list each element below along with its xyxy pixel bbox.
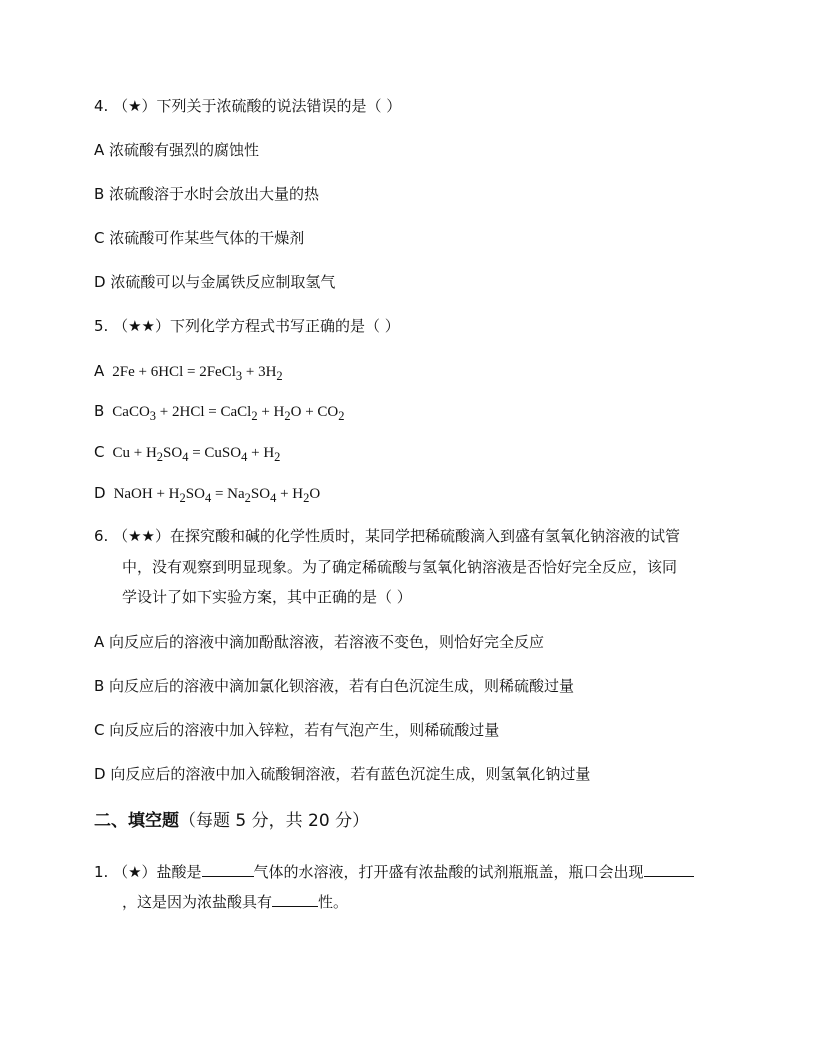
section-2-note: （每题 5 分，共 20 分） — [179, 811, 370, 831]
fill1-blank-1 — [202, 860, 254, 877]
q5-option-b-equation: CaCO$_3$ + 2HCl = CaCl$_2$ + $H_2O + CO_2$ — [112, 404, 345, 423]
q4-option-a: A 浓硫酸有强烈的腐蚀性 — [94, 141, 260, 159]
fill1-blank-2 — [644, 860, 694, 877]
section-2-title: 二、填空题 — [94, 811, 179, 831]
fill1-part3: ，这是因为浓盐酸具有 — [122, 893, 273, 911]
q5-option-a — [94, 360, 283, 387]
q6-option-a: A 向反应后的溶液中滴加酚酞溶液，若溶液不变色，则恰好完全反应 — [94, 633, 545, 651]
q6-option-b: B 向反应后的溶液中滴加氯化钡溶液，若有白色沉淀生成，则稀硫酸过量 — [94, 677, 575, 695]
q5-option-c-label: C — [94, 443, 105, 461]
q4-option-b: B 浓硫酸溶于水时会放出大量的热 — [94, 185, 320, 203]
q5-option-b — [94, 400, 345, 427]
fill1-part2: 气体的水溶液，打开盛有浓盐酸的试剂瓶瓶盖，瓶口会出现 — [253, 863, 644, 881]
q5-option-b-label: B — [94, 402, 105, 420]
fill1-line-1 — [94, 860, 694, 883]
q4-option-c: C 浓硫酸可作某些气体的干燥剂 — [94, 229, 305, 247]
q5-option-c — [94, 441, 280, 468]
q5-option-d-equation: NaOH + $H_2SO_4 = Na_2SO_4 + H_2O$ — [113, 486, 321, 505]
fill1-part1: 1. （★）盐酸是 — [94, 863, 202, 881]
q5-option-d-label: D — [94, 484, 106, 502]
q6-stem-line-3: 学设计了如下实验方案，其中正确的是（ ） — [122, 588, 412, 606]
fill1-line-2 — [122, 890, 348, 913]
section-2-heading — [94, 809, 369, 833]
q6-option-d: D 向反应后的溶液中加入硫酸铜溶液，若有蓝色沉淀生成，则氢氧化钠过量 — [94, 765, 591, 783]
q6-option-c: C 向反应后的溶液中加入锌粒，若有气泡产生，则稀硫酸过量 — [94, 721, 500, 739]
fill1-part4: 性。 — [318, 893, 349, 911]
q5-option-a-equation: 2Fe + 6HCl = 2FeCl$_3$ + $3H_2$ — [112, 364, 283, 383]
q4-option-d: D 浓硫酸可以与金属铁反应制取氢气 — [94, 273, 336, 291]
q5-option-a-label: A — [94, 362, 105, 380]
q5-stem: 5. （★★）下列化学方程式书写正确的是（ ） — [94, 317, 400, 335]
q6-stem-line-2: 中，没有观察到明显现象。为了确定稀硫酸与氢氧化钠溶液是否恰好完全反应，该同 — [122, 558, 678, 576]
fill1-blank-3 — [272, 890, 318, 907]
q5-option-d — [94, 482, 320, 509]
q5-option-c-equation: $Cu + H_2SO_4$ = CuSO$_4$ + $H_2$ — [112, 445, 281, 464]
q4-stem: 4. （★）下列关于浓硫酸的说法错误的是（ ） — [94, 97, 402, 115]
q6-stem-line-1: 6. （★★）在探究酸和碱的化学性质时，某同学把稀硫酸滴入到盛有氢氧化钠溶液的试管 — [94, 527, 680, 545]
